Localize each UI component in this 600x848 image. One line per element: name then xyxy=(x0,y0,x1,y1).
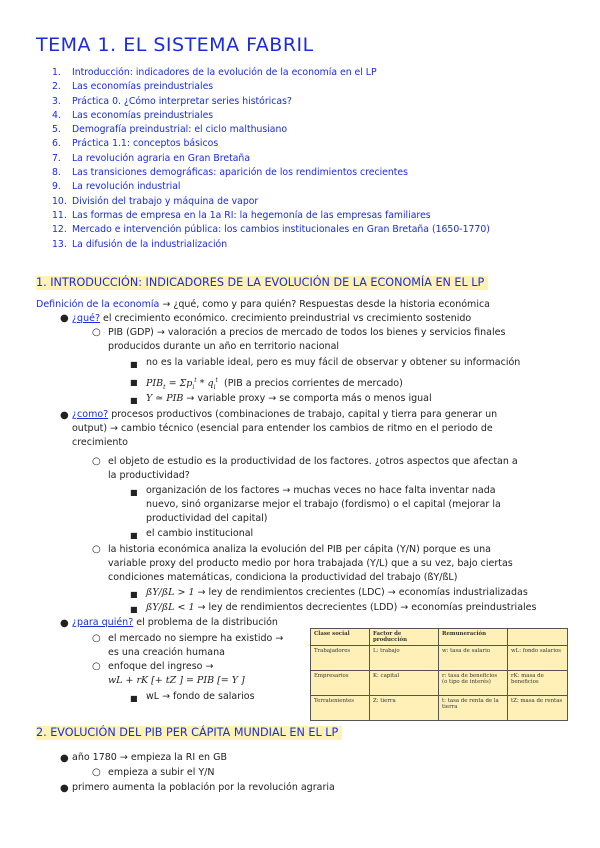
toc-item[interactable] xyxy=(52,80,490,94)
como-text-1: procesos productivos (combinaciones de trabajo, capital y tierra para generar un xyxy=(108,409,498,420)
toc-item[interactable] xyxy=(52,166,490,180)
ldc-line xyxy=(146,586,528,599)
que-link[interactable]: ¿qué? xyxy=(72,313,100,324)
table-cell: t: tasa de renta de la tierra xyxy=(439,696,508,721)
toc-item-label: Práctica 0. ¿Cómo interpretar series históricas? xyxy=(72,95,292,107)
objeto-line-2: la productividad? xyxy=(108,470,190,481)
definition-label: Definición de la economía xyxy=(36,299,160,310)
table-header-row xyxy=(311,629,568,646)
pib-line-1: PIB (GDP) → valoración a precios de mercado de todos los bienes y servicios finales xyxy=(108,327,506,338)
toc-item-number: 12. xyxy=(52,224,67,236)
bullet-icon: ● xyxy=(60,410,69,421)
historia-line-3: condiciones matemáticas, condiciona la productividad del trabajo (ßY/ßL) xyxy=(108,572,458,583)
organizacion-line-1: organización de los factores → muchas veces no hace falta inventar nada xyxy=(146,485,496,496)
toc-item-number: 13. xyxy=(52,238,67,250)
que-text: el crecimiento económico. crecimiento preindustrial vs crecimiento sostenido xyxy=(99,313,472,324)
toc-item-label: Mercado e intervención pública: los cambios institucionales en Gran Bretaña (1650-1770) xyxy=(72,224,490,236)
toc-item[interactable] xyxy=(52,238,490,252)
toc-item-label: Práctica 1.1: conceptos básicos xyxy=(72,138,219,150)
square-bullet-icon: ■ xyxy=(130,396,138,405)
toc-item[interactable] xyxy=(52,195,490,209)
social-class-table xyxy=(310,628,568,721)
ldd-math: ßY/ßL < 1 xyxy=(146,602,195,613)
historia-line-2: variable proxy del producto medio por hora trabajada (Y/L) que a su vez, bajo ciertas xyxy=(108,558,513,569)
ldd-line xyxy=(146,601,536,614)
toc-item[interactable] xyxy=(52,223,490,237)
toc-item[interactable] xyxy=(52,109,490,123)
quien-link[interactable]: ¿para quién? xyxy=(72,617,134,628)
toc-item-number: 2. xyxy=(52,81,61,93)
mercado-line-2: es una creación humana xyxy=(108,647,225,658)
ldc-text: → ley de rendimientos crecientes (LDC) → economías industrializadas xyxy=(194,587,528,598)
table-header-cell: Factor de producción xyxy=(370,629,439,646)
circle-bullet-icon: ○ xyxy=(92,544,101,555)
table-cell: tZ: masa de rentas xyxy=(508,696,568,721)
circle-bullet-icon: ○ xyxy=(92,633,101,644)
table-header-cell xyxy=(508,629,568,646)
historia-line-1: la historia económica analiza la evolución del PIB per cápita (Y/N) porque es una xyxy=(108,544,491,555)
toc-item-label: Introducción: indicadores de la evolución de la economía en el LP xyxy=(72,67,377,78)
toc-item-number: 8. xyxy=(52,167,61,179)
circle-bullet-icon: ○ xyxy=(92,767,101,778)
table-cell: Z: tierra xyxy=(370,696,439,721)
toc-item-number: 11. xyxy=(52,209,67,221)
como-line-1 xyxy=(72,408,497,421)
ldd-text: → ley de rendimientos decrecientes (LDD) → economías preindustriales xyxy=(194,602,537,613)
square-bullet-icon: ■ xyxy=(130,605,138,614)
circle-bullet-icon: ○ xyxy=(92,456,101,467)
toc-item-label: División del trabajo y máquina de vapor xyxy=(72,195,259,207)
table-cell: Trabajadores xyxy=(311,646,370,671)
square-bullet-icon: ■ xyxy=(130,488,138,497)
proxy-line xyxy=(146,392,432,405)
pib-formula-sum: = Σp xyxy=(165,378,193,390)
table-cell: L: trabajo xyxy=(370,646,439,671)
proxy-text: → variable proxy → se comporta más o menos igual xyxy=(183,393,432,404)
table-cell: K: capital xyxy=(370,671,439,696)
toc-item[interactable] xyxy=(52,95,490,109)
pib-formula-note: (PIB a precios corrientes de mercado) xyxy=(223,378,403,390)
table-cell: rK: masa de beneficios xyxy=(508,671,568,696)
table-cell: Terratenientes xyxy=(311,696,370,721)
toc-item-label: La revolución agraria en Gran Bretaña xyxy=(72,152,251,164)
ldc-math: ßY/ßL > 1 xyxy=(146,587,195,598)
pib-ideal: no es la variable ideal, pero es muy fácil de observar y obtener su información xyxy=(146,357,521,368)
bullet-icon: ● xyxy=(60,313,69,324)
bullet-icon: ● xyxy=(60,783,69,794)
bullet-icon: ● xyxy=(60,753,69,764)
organizacion-line-3: productividad del capital) xyxy=(146,513,268,524)
table-row xyxy=(311,671,568,696)
toc-item-number: 1. xyxy=(52,67,61,78)
toc-item-number: 3. xyxy=(52,95,61,107)
toc-item-label: Demografía preindustrial: el ciclo malthusiano xyxy=(72,124,288,136)
institucional-line: el cambio institucional xyxy=(146,528,254,539)
toc-item-label: Las economías preindustriales xyxy=(72,109,214,121)
mercado-line-1: el mercado no siempre ha existido → xyxy=(108,633,284,644)
proxy-math: Y ≃ PIB xyxy=(146,393,184,404)
que-line xyxy=(72,312,471,325)
table-cell: wL: fondo salarios xyxy=(508,646,568,671)
toc-item-number: 10. xyxy=(52,195,67,207)
quien-line xyxy=(72,616,278,629)
definition-line xyxy=(36,298,490,311)
toc-item-label: Las transiciones demográficas: aparición de los rendimientos crecientes xyxy=(72,167,408,179)
section2-bullet-1: año 1780 → empieza la RI en GB xyxy=(72,752,227,763)
toc-item-label: La revolución industrial xyxy=(72,181,181,193)
toc-item-number: 5. xyxy=(52,124,61,136)
salarios-line: wL → fondo de salarios xyxy=(146,691,255,702)
toc-item[interactable] xyxy=(52,137,490,151)
como-line-2: output) → cambio técnico (esencial para entender los cambios de ritmo en el periodo de xyxy=(72,423,493,434)
toc-item-label: Las formas de empresa en la 1a RI: la hegemonía de las empresas familiares xyxy=(72,209,431,221)
square-bullet-icon: ■ xyxy=(130,531,138,540)
square-bullet-icon: ■ xyxy=(130,694,138,703)
table-of-contents xyxy=(52,66,490,252)
objeto-line-1: el objeto de estudio es la productividad de los factores. ¿otros aspectos que afectan a xyxy=(108,456,518,467)
square-bullet-icon: ■ xyxy=(130,378,138,387)
toc-item[interactable] xyxy=(52,152,490,166)
section2-bullet-2: primero aumenta la población por la revolución agraria xyxy=(72,782,335,793)
quien-text: el problema de la distribución xyxy=(133,617,278,628)
table-cell: r: tasa de beneficios (o tipo de interés) xyxy=(439,671,508,696)
pib-formula-symbol: PIB xyxy=(146,378,164,390)
toc-item-number: 6. xyxy=(52,138,61,150)
definition-text: → ¿qué, como y para quién? Respuestas desde la historia económica xyxy=(159,299,491,310)
como-link[interactable]: ¿como? xyxy=(72,409,109,420)
toc-item-label: Las economías preindustriales xyxy=(72,81,214,93)
toc-item-label: La difusión de la industrialización xyxy=(72,238,228,250)
bullet-icon: ● xyxy=(60,618,69,629)
organizacion-line-2: nuevo, sinó organizarse mejor el trabajo (fordismo) o el capital (mejorar la xyxy=(146,499,501,510)
table-header-cell: Remuneración xyxy=(439,629,508,646)
table-row xyxy=(311,646,568,671)
como-line-3: crecimiento xyxy=(72,437,128,448)
pib-line-2: producidos durante un año en territorio nacional xyxy=(108,341,340,352)
pib-formula-line: $PIB_t = \Sigma p_i^t * q_i^t$ (PIB a precios corrientes de mercado) xyxy=(146,377,403,392)
table-row xyxy=(311,696,568,721)
circle-bullet-icon: ○ xyxy=(92,327,101,338)
table-cell: w: tasa de salario xyxy=(439,646,508,671)
toc-item-number: 4. xyxy=(52,109,61,121)
toc-item[interactable] xyxy=(52,180,490,194)
toc-item[interactable] xyxy=(52,123,490,137)
enfoque-formula: wL + rK [+ tZ ] = PIB [= Y ] xyxy=(108,675,245,686)
section2-sub-bullet: empieza a subir el Y/N xyxy=(108,767,215,778)
table-header-cell: Clase social xyxy=(311,629,370,646)
enfoque-line: enfoque del ingreso → xyxy=(108,661,214,672)
toc-item-number: 7. xyxy=(52,152,61,164)
toc-item[interactable] xyxy=(52,66,490,80)
section-heading-1: 1. INTRODUCCIÓN: INDICADORES DE LA EVOLUCIÓN DE LA ECONOMÍA EN EL LP xyxy=(36,276,488,290)
toc-item-number: 9. xyxy=(52,181,61,193)
square-bullet-icon: ■ xyxy=(130,360,138,369)
section-heading-2: 2. EVOLUCIÓN DEL PIB PER CÁPITA MUNDIAL EN EL LP xyxy=(36,726,342,740)
toc-item[interactable] xyxy=(52,209,490,223)
square-bullet-icon: ■ xyxy=(130,590,138,599)
circle-bullet-icon: ○ xyxy=(92,661,101,672)
page-title: TEMA 1. EL SISTEMA FABRIL xyxy=(36,34,314,56)
table-cell: Empresarios xyxy=(311,671,370,696)
